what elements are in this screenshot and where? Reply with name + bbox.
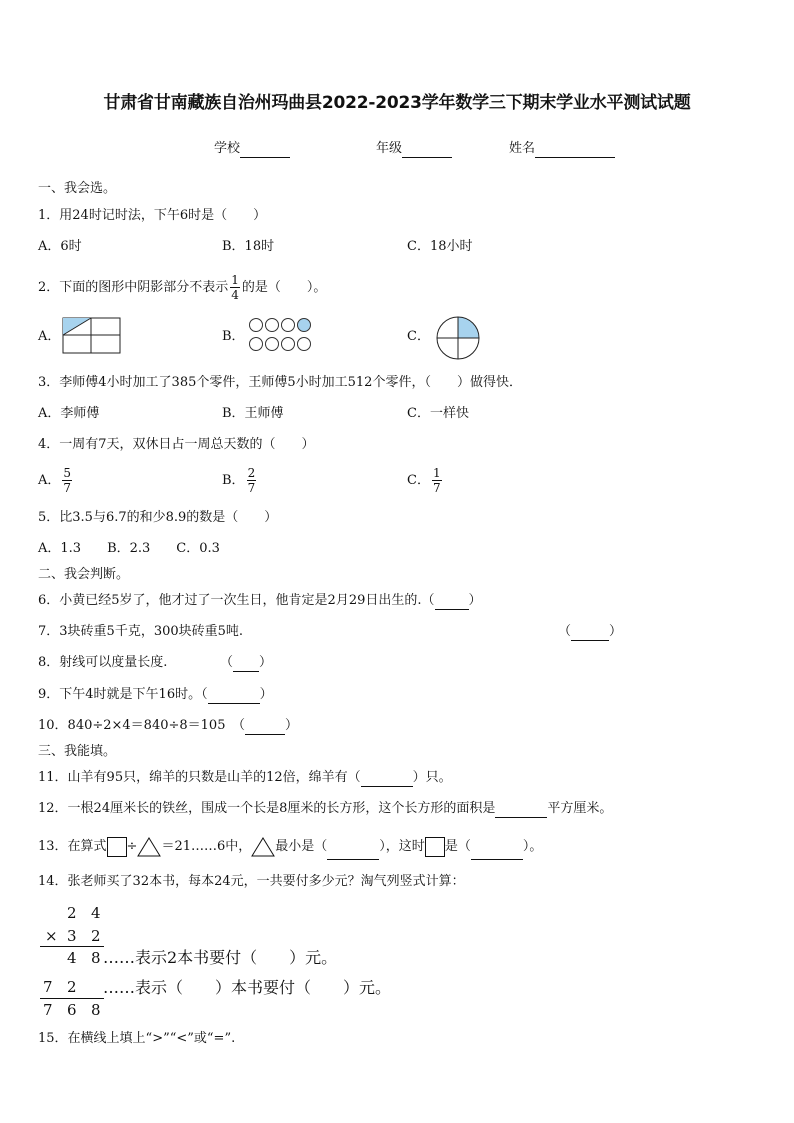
q2-b-circle <box>282 319 295 332</box>
grade-blank[interactable] <box>402 141 452 158</box>
q14-line-2 <box>40 998 104 999</box>
q1-option-a[interactable]: A．6时 <box>38 239 82 254</box>
q14-digit: 7 <box>43 978 53 996</box>
q2-option-b-label[interactable]: B． <box>222 329 245 344</box>
q4-stem: 4．一周有7天，双休日占一周总天数的（ ） <box>38 437 315 452</box>
q1-option-c[interactable]: C．18小时 <box>407 239 473 254</box>
q13-min-blank[interactable] <box>327 835 379 860</box>
q13-pre: 13．在算式 <box>38 839 107 854</box>
q6-close: ） <box>468 593 482 608</box>
q13-divide-sign: ÷ <box>126 839 138 854</box>
q12 <box>38 801 612 818</box>
q14-digit: 8 <box>91 949 101 967</box>
q13-equation-rest: ＝21……6中， <box>161 839 252 854</box>
q13-square-box-2 <box>425 837 445 857</box>
name-field[interactable] <box>509 141 615 158</box>
q10 <box>38 718 298 735</box>
q15-text: 15．在横线上填上“>”“<”或“=”. <box>38 1031 236 1046</box>
q2-figure-b[interactable] <box>247 316 317 356</box>
name-label: 姓名 <box>509 141 536 156</box>
q14-digit: 2 <box>67 978 77 996</box>
section-1-heading: 一、我会选。 <box>38 181 117 196</box>
q14-digit: 6 <box>67 1001 77 1019</box>
q4-c-denominator: 7 <box>432 481 441 495</box>
q6 <box>38 593 482 610</box>
q2-stem-post: 的是（ ）。 <box>241 280 327 295</box>
q2-figure-a[interactable] <box>62 317 122 355</box>
q8-answer-blank[interactable] <box>233 655 259 672</box>
q14-note-1: ……表示2本书要付（ ）元。 <box>103 948 338 967</box>
q14-note-2: ……表示（ ）本书要付（ ）元。 <box>103 978 392 997</box>
q7-close: ） <box>609 624 623 639</box>
school-blank[interactable] <box>240 141 290 158</box>
q4-b-fraction <box>247 466 257 495</box>
q14-digit: 3 <box>67 927 77 945</box>
q14-stem: 14．张老师买了32本书，每本24元，一共要付多少元？淘气列竖式计算： <box>38 874 465 889</box>
q8-answer <box>220 655 272 672</box>
grade-field[interactable] <box>376 141 452 158</box>
q14-digit: 4 <box>67 949 77 967</box>
q2-fraction-denominator: 4 <box>231 288 239 302</box>
q2-stem <box>38 270 326 306</box>
q13-square-blank[interactable] <box>471 835 523 860</box>
q4-option-b-label: B． <box>222 473 245 488</box>
q14-line-1 <box>40 946 104 947</box>
q14-digit: 2 <box>67 904 77 922</box>
q3-stem: 3．李师傅4小时加工了385个零件，王师傅5小时加工512个零件，（ ）做得快． <box>38 375 522 390</box>
q4-option-c[interactable] <box>407 463 444 499</box>
q4-c-fraction <box>432 466 442 495</box>
q7-text: 7．3块砖重5千克，300块砖重5吨. <box>38 624 244 639</box>
q4-a-numerator: 5 <box>63 466 72 480</box>
q9-close: ） <box>259 687 273 702</box>
q11-post: ）只。 <box>412 770 452 785</box>
q2-stem-pre: 2．下面的图形中阴影部分不表示 <box>38 280 229 295</box>
q6-answer-blank[interactable] <box>435 593 469 610</box>
q3-option-b[interactable]: B．王师傅 <box>222 406 284 421</box>
q3-option-a[interactable]: A．李师傅 <box>38 406 100 421</box>
q2-b-circle <box>250 338 263 351</box>
q13-square-box[interactable] <box>107 837 127 857</box>
q13-then-text: ），这时 <box>379 839 425 854</box>
q1-option-b[interactable]: B．18时 <box>222 239 275 254</box>
q8-open: （ <box>220 655 234 670</box>
q2-b-circle <box>266 319 279 332</box>
q3-option-c[interactable]: C．一样快 <box>407 406 469 421</box>
q7-answer <box>558 624 622 641</box>
q4-option-c-label: C． <box>407 473 430 488</box>
q4-option-a-label: A． <box>38 473 61 488</box>
q2-b-circle <box>266 338 279 351</box>
q4-option-b[interactable] <box>222 463 258 499</box>
q14-digit: 2 <box>91 927 101 945</box>
q13-end: ）。 <box>522 839 543 854</box>
q10-close: ） <box>284 718 298 733</box>
q5-stem: 5．比3.5与6.7的和少8.9的数是（ ） <box>38 510 278 525</box>
q13-triangle-icon[interactable] <box>137 837 161 857</box>
q6-text: 6．小黄已经5岁了，他才过了一次生日，他肯定是2月29日出生的.（ <box>38 593 435 608</box>
section-2-heading: 二、我会判断。 <box>38 567 130 582</box>
page-title: 甘肃省甘南藏族自治州玛曲县2022-2023学年数学三下期末学业水平测试试题 <box>103 93 691 113</box>
q2-b-circle <box>282 338 295 351</box>
q14-digit: 7 <box>43 1001 53 1019</box>
q11 <box>38 770 452 787</box>
q7-answer-blank[interactable] <box>571 624 609 641</box>
q2-option-a-label[interactable]: A． <box>38 329 61 344</box>
q12-answer-blank[interactable] <box>495 801 547 818</box>
q4-b-denominator: 7 <box>247 481 256 495</box>
q2-figure-c[interactable] <box>435 315 481 361</box>
section-3-heading: 三、我能填。 <box>38 744 117 759</box>
q11-pre: 11．山羊有95只，绵羊的只数是山羊的12倍，绵羊有（ <box>38 770 361 785</box>
q2-option-c-label[interactable]: C． <box>407 329 430 344</box>
q12-post: 平方厘米。 <box>547 801 613 816</box>
school-field[interactable] <box>214 141 290 158</box>
q2-b-circle <box>298 338 311 351</box>
q11-answer-blank[interactable] <box>361 770 413 787</box>
q5-options[interactable]: A．1.3 B．2.3 C．0.3 <box>38 541 220 556</box>
q1-stem: 1．用24时记时法，下午6时是（ ） <box>38 208 267 223</box>
q4-c-numerator: 1 <box>432 466 441 480</box>
q10-text: 10．840÷2×4＝840÷8＝105 （ <box>38 718 245 733</box>
q2-b-circle-shaded <box>298 319 311 332</box>
q13 <box>38 835 542 859</box>
q8-close: ） <box>259 655 273 670</box>
q2-b-circle <box>250 319 263 332</box>
q13-is-text: 是（ <box>444 839 471 854</box>
q9-answer-blank[interactable] <box>208 687 260 704</box>
q8-text: 8．射线可以度量长度. <box>38 655 168 670</box>
q10-answer-blank[interactable] <box>245 718 285 735</box>
q2-fraction-numerator: 1 <box>231 273 239 287</box>
q2-fraction <box>230 273 240 302</box>
q4-a-denominator: 7 <box>63 481 72 495</box>
q14-digit: 4 <box>91 904 101 922</box>
school-label: 学校 <box>214 141 241 156</box>
q12-pre: 12．一根24厘米长的铁丝，围成一个长是8厘米的长方形，这个长方形的面积是 <box>38 801 496 816</box>
q9 <box>38 687 273 704</box>
q4-b-numerator: 2 <box>247 466 256 480</box>
q14-times-sign: × <box>45 927 58 945</box>
q13-min-text: 最小是（ <box>275 839 328 854</box>
q7-open: （ <box>558 624 572 639</box>
name-blank[interactable] <box>535 141 615 158</box>
grade-label: 年级 <box>376 141 403 156</box>
q4-a-fraction <box>62 466 72 495</box>
q9-text: 9．下午4时就是下午16时。（ <box>38 687 208 702</box>
q14-digit: 8 <box>91 1001 101 1019</box>
q4-option-a[interactable] <box>38 463 74 499</box>
q13-triangle-icon-2 <box>251 837 275 857</box>
